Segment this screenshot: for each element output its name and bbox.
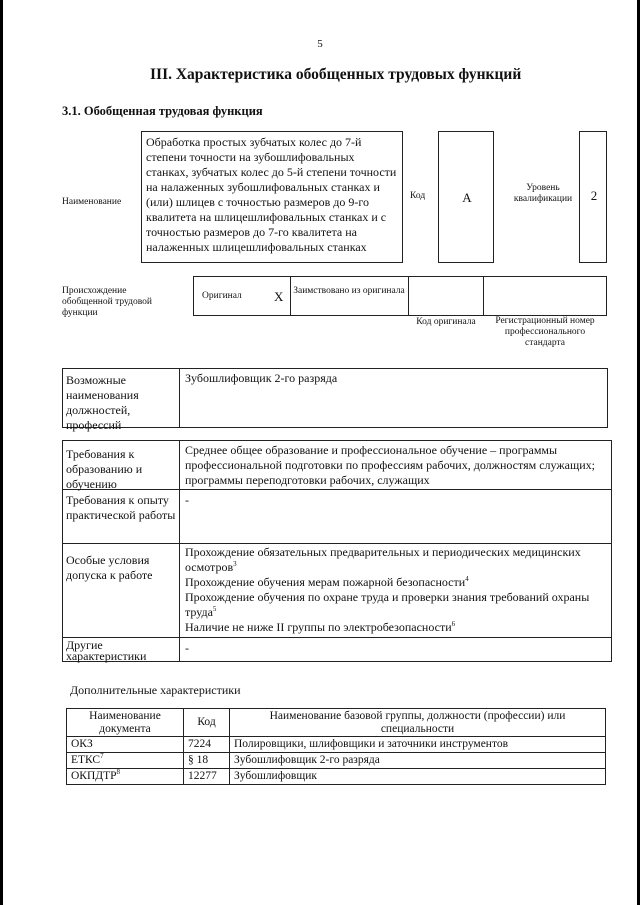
origin-original-mark: Х [274,289,284,304]
positions-value: Зубошлифовщик 2-го разряда [185,371,338,385]
education-value: Среднее общее образование и профессиональное обучение – программы профессиональной подготовки по профессиям рабочих, должностям служащих; программы переподготовки рабочих, служащих [185,443,595,487]
condition-item: Прохождение обучения по охране труда и проверки знания требований охраны труда$^5$ [185,590,590,619]
row-name: Зубошлифовщик [230,769,606,785]
row-doc: ОКПДТР [71,770,117,782]
header-group: Наименование базовой группы, должности (профессии) или специальности [230,709,606,737]
table-row [67,737,606,753]
code-original-label: Код оригинала [416,317,476,327]
condition-item: Прохождение обучения мерам пожарной безопасности$^4$ [185,575,469,589]
condition-item: Прохождение обязательных предварительных и периодических медицинских осмотров$^3$ [185,545,581,574]
header-code: Код [184,709,230,737]
other-value: - [185,641,189,655]
function-name-label: Наименование [62,197,122,207]
additional-table-wrap [66,708,606,785]
requirements-table [62,440,612,662]
experience-value: - [185,493,189,507]
qualification-level-value: 2 [590,188,598,203]
row-name: Зубошлифовщик 2-го разряда [230,753,606,769]
row-code: § 18 [184,753,230,769]
function-name-value: Обработка простых зубчатых колес до 7-й степени точности на зубошлифовальных станках, зубчатых колес до 5-й степени точности на налаженных зубошлифовальных станках и (или) шлицев с точностью размеров до 9-го квалитета на шлицешлифовальных станках и с точностью размеров до 7-го квалитета на налаженных шлицешлифовальных станках [146,135,397,254]
education-label: Требования к образованию и обучению [66,447,143,491]
additional-table [66,708,606,785]
origin-borrowed-label: Заимствовано из оригинала [293,286,405,296]
row-name: Полировщики, шлифовщики и заточники инструментов [230,737,606,753]
positions-label: Возможные наименования должностей, профессий [66,373,139,432]
condition-item: Наличие не ниже II группы по электробезопасности$^6$ [185,620,456,634]
row-doc: ОКЗ [71,738,93,750]
origin-table [193,276,607,316]
section-title: III. Характеристика обобщенных трудовых функций [150,66,522,83]
qualification-level-box [579,131,607,263]
row-code: 7224 [184,737,230,753]
table-row: ЕТКС$^7$ § 18 Зубошлифовщик 2-го разряда [67,753,606,769]
qualification-level-label: Уровень квалификации [513,183,573,204]
function-name-box [141,131,403,263]
table-row: ОКПДТР$^8$ 12277 Зубошлифовщик [67,769,606,785]
row-code: 12277 [184,769,230,785]
row-doc: ЕТКС [71,754,101,766]
origin-original-label: Оригинал [202,291,242,301]
additional-title: Дополнительные характеристики [70,683,241,697]
conditions-label: Особые условия допуска к работе [66,553,153,582]
function-code-value: А [462,190,472,205]
function-code-box [438,131,494,263]
origin-label: Происхождение обобщенной трудовой функции [62,286,152,318]
experience-label: Требования к опыту практической работы [66,493,176,522]
header-doc: Наименование документа [67,709,184,737]
page-number: 5 [317,38,323,50]
function-code-label: Код [410,191,426,201]
reg-number-label: Регистрационный номер профессионального стандарта [495,316,595,348]
conditions-list [185,545,609,635]
other-label: Другие характеристики [66,638,147,663]
scan-edge-left [0,0,3,905]
subsection-title: 3.1. Обобщенная трудовая функция [62,104,263,118]
positions-table [62,368,608,432]
